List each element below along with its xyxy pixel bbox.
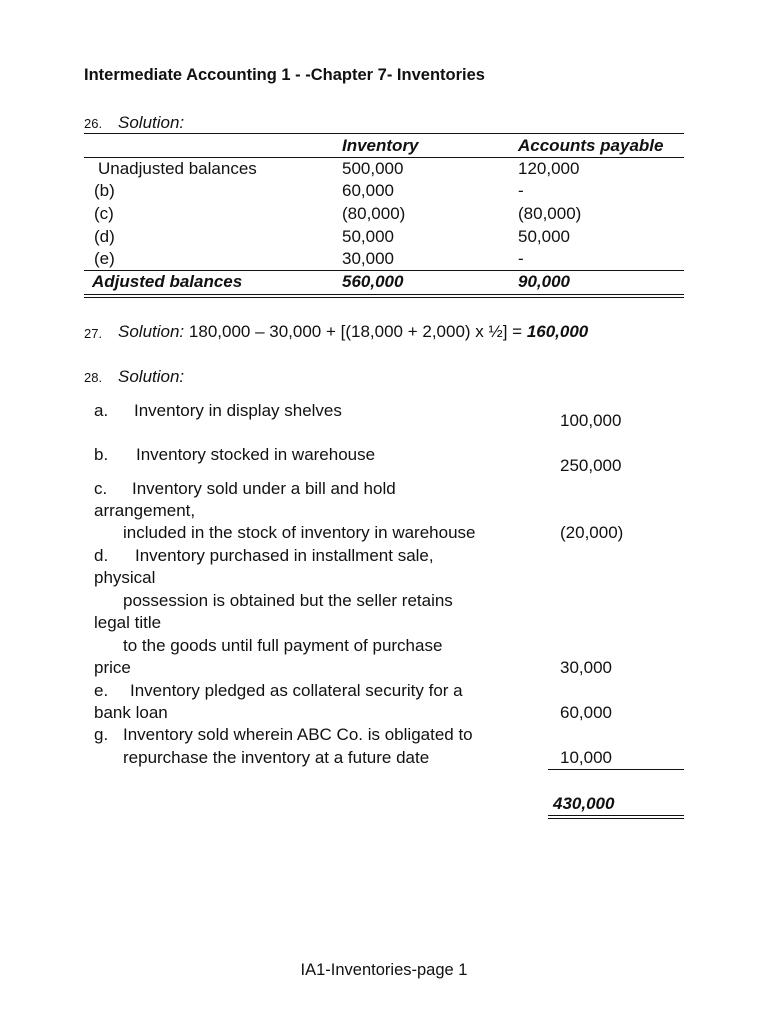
- item-amount: 30,000: [560, 658, 612, 677]
- item-text: included in the stock of inventory in warehouse: [123, 523, 476, 542]
- item-text: Inventory in display shelves: [134, 401, 342, 420]
- q27-formula: 180,000 – 30,000 + [(18,000 + 2,000) x ½] =: [188, 322, 527, 341]
- table-header-rule: [84, 157, 684, 158]
- table-row: (c) (80,000) (80,000): [94, 204, 582, 223]
- table-row: (d) 50,000 50,000: [94, 227, 570, 246]
- item-text: possession is obtained but the seller retains: [123, 591, 453, 610]
- table-total-rule: [84, 270, 684, 271]
- item-text: bank loan: [94, 703, 168, 722]
- total-double-rule-1: [548, 815, 684, 816]
- q27-line: [118, 322, 588, 342]
- q27-solution-label: Solution:: [118, 322, 185, 341]
- item-text: Inventory pledged as collateral security for a: [130, 681, 463, 700]
- item-marker: c.: [94, 479, 108, 498]
- table-row: (b) 60,000 -: [94, 181, 524, 200]
- item-amount: 10,000: [560, 748, 612, 767]
- item-amount: 100,000: [560, 411, 622, 430]
- q27-number: 27.: [84, 326, 103, 341]
- header-accounts-payable: Accounts payable: [518, 136, 664, 155]
- item-amount: 60,000: [560, 703, 612, 722]
- total-double-rule-2: [548, 818, 684, 819]
- item-marker: b.: [94, 445, 109, 464]
- item-text: Inventory stocked in warehouse: [136, 445, 376, 464]
- table-row: (e) 30,000 -: [94, 249, 524, 268]
- item-amount: (20,000): [560, 523, 624, 542]
- item-text: Inventory sold under a bill and hold: [132, 479, 396, 498]
- item-text: arrangement,: [94, 501, 196, 520]
- total-inventory: 560,000: [342, 272, 404, 291]
- item-amount: 250,000: [560, 456, 622, 475]
- item-text: price: [94, 658, 131, 677]
- table-double-rule-1: [84, 294, 684, 295]
- item-text: physical: [94, 568, 156, 587]
- item-marker: d.: [94, 546, 109, 565]
- item-text: to the goods until full payment of purchase: [123, 636, 443, 655]
- item-marker: g.: [94, 725, 109, 744]
- q28-number: 28.: [84, 370, 103, 385]
- item-text: legal title: [94, 613, 162, 632]
- q28-solution-label: Solution:: [118, 367, 185, 386]
- table-top-rule: [84, 133, 684, 134]
- table-row: Unadjusted balances 500,000 120,000: [98, 159, 580, 178]
- total-accounts-payable: 90,000: [518, 272, 570, 291]
- item-text: repurchase the inventory at a future date: [123, 748, 430, 767]
- table-total-row: [84, 272, 684, 294]
- q26-solution-label: Solution:: [118, 113, 185, 132]
- q27-answer: 160,000: [526, 322, 589, 341]
- page-title: Intermediate Accounting 1 - -Chapter 7- Inventories: [84, 66, 485, 84]
- item-marker: a.: [94, 401, 109, 420]
- subtotal-rule: [548, 769, 684, 770]
- table-double-rule-2: [84, 297, 684, 298]
- q26-number: 26.: [84, 116, 103, 131]
- page-footer: IA1-Inventories-page 1: [300, 961, 468, 979]
- item-marker: e.: [94, 681, 109, 700]
- header-inventory: Inventory: [342, 136, 419, 155]
- q28-total: 430,000: [553, 794, 615, 813]
- total-label: Adjusted balances: [92, 272, 243, 291]
- table-header-row: [84, 136, 684, 158]
- item-text: Inventory purchased in installment sale,: [135, 546, 434, 565]
- item-text: Inventory sold wherein ABC Co. is obligated to: [123, 725, 473, 744]
